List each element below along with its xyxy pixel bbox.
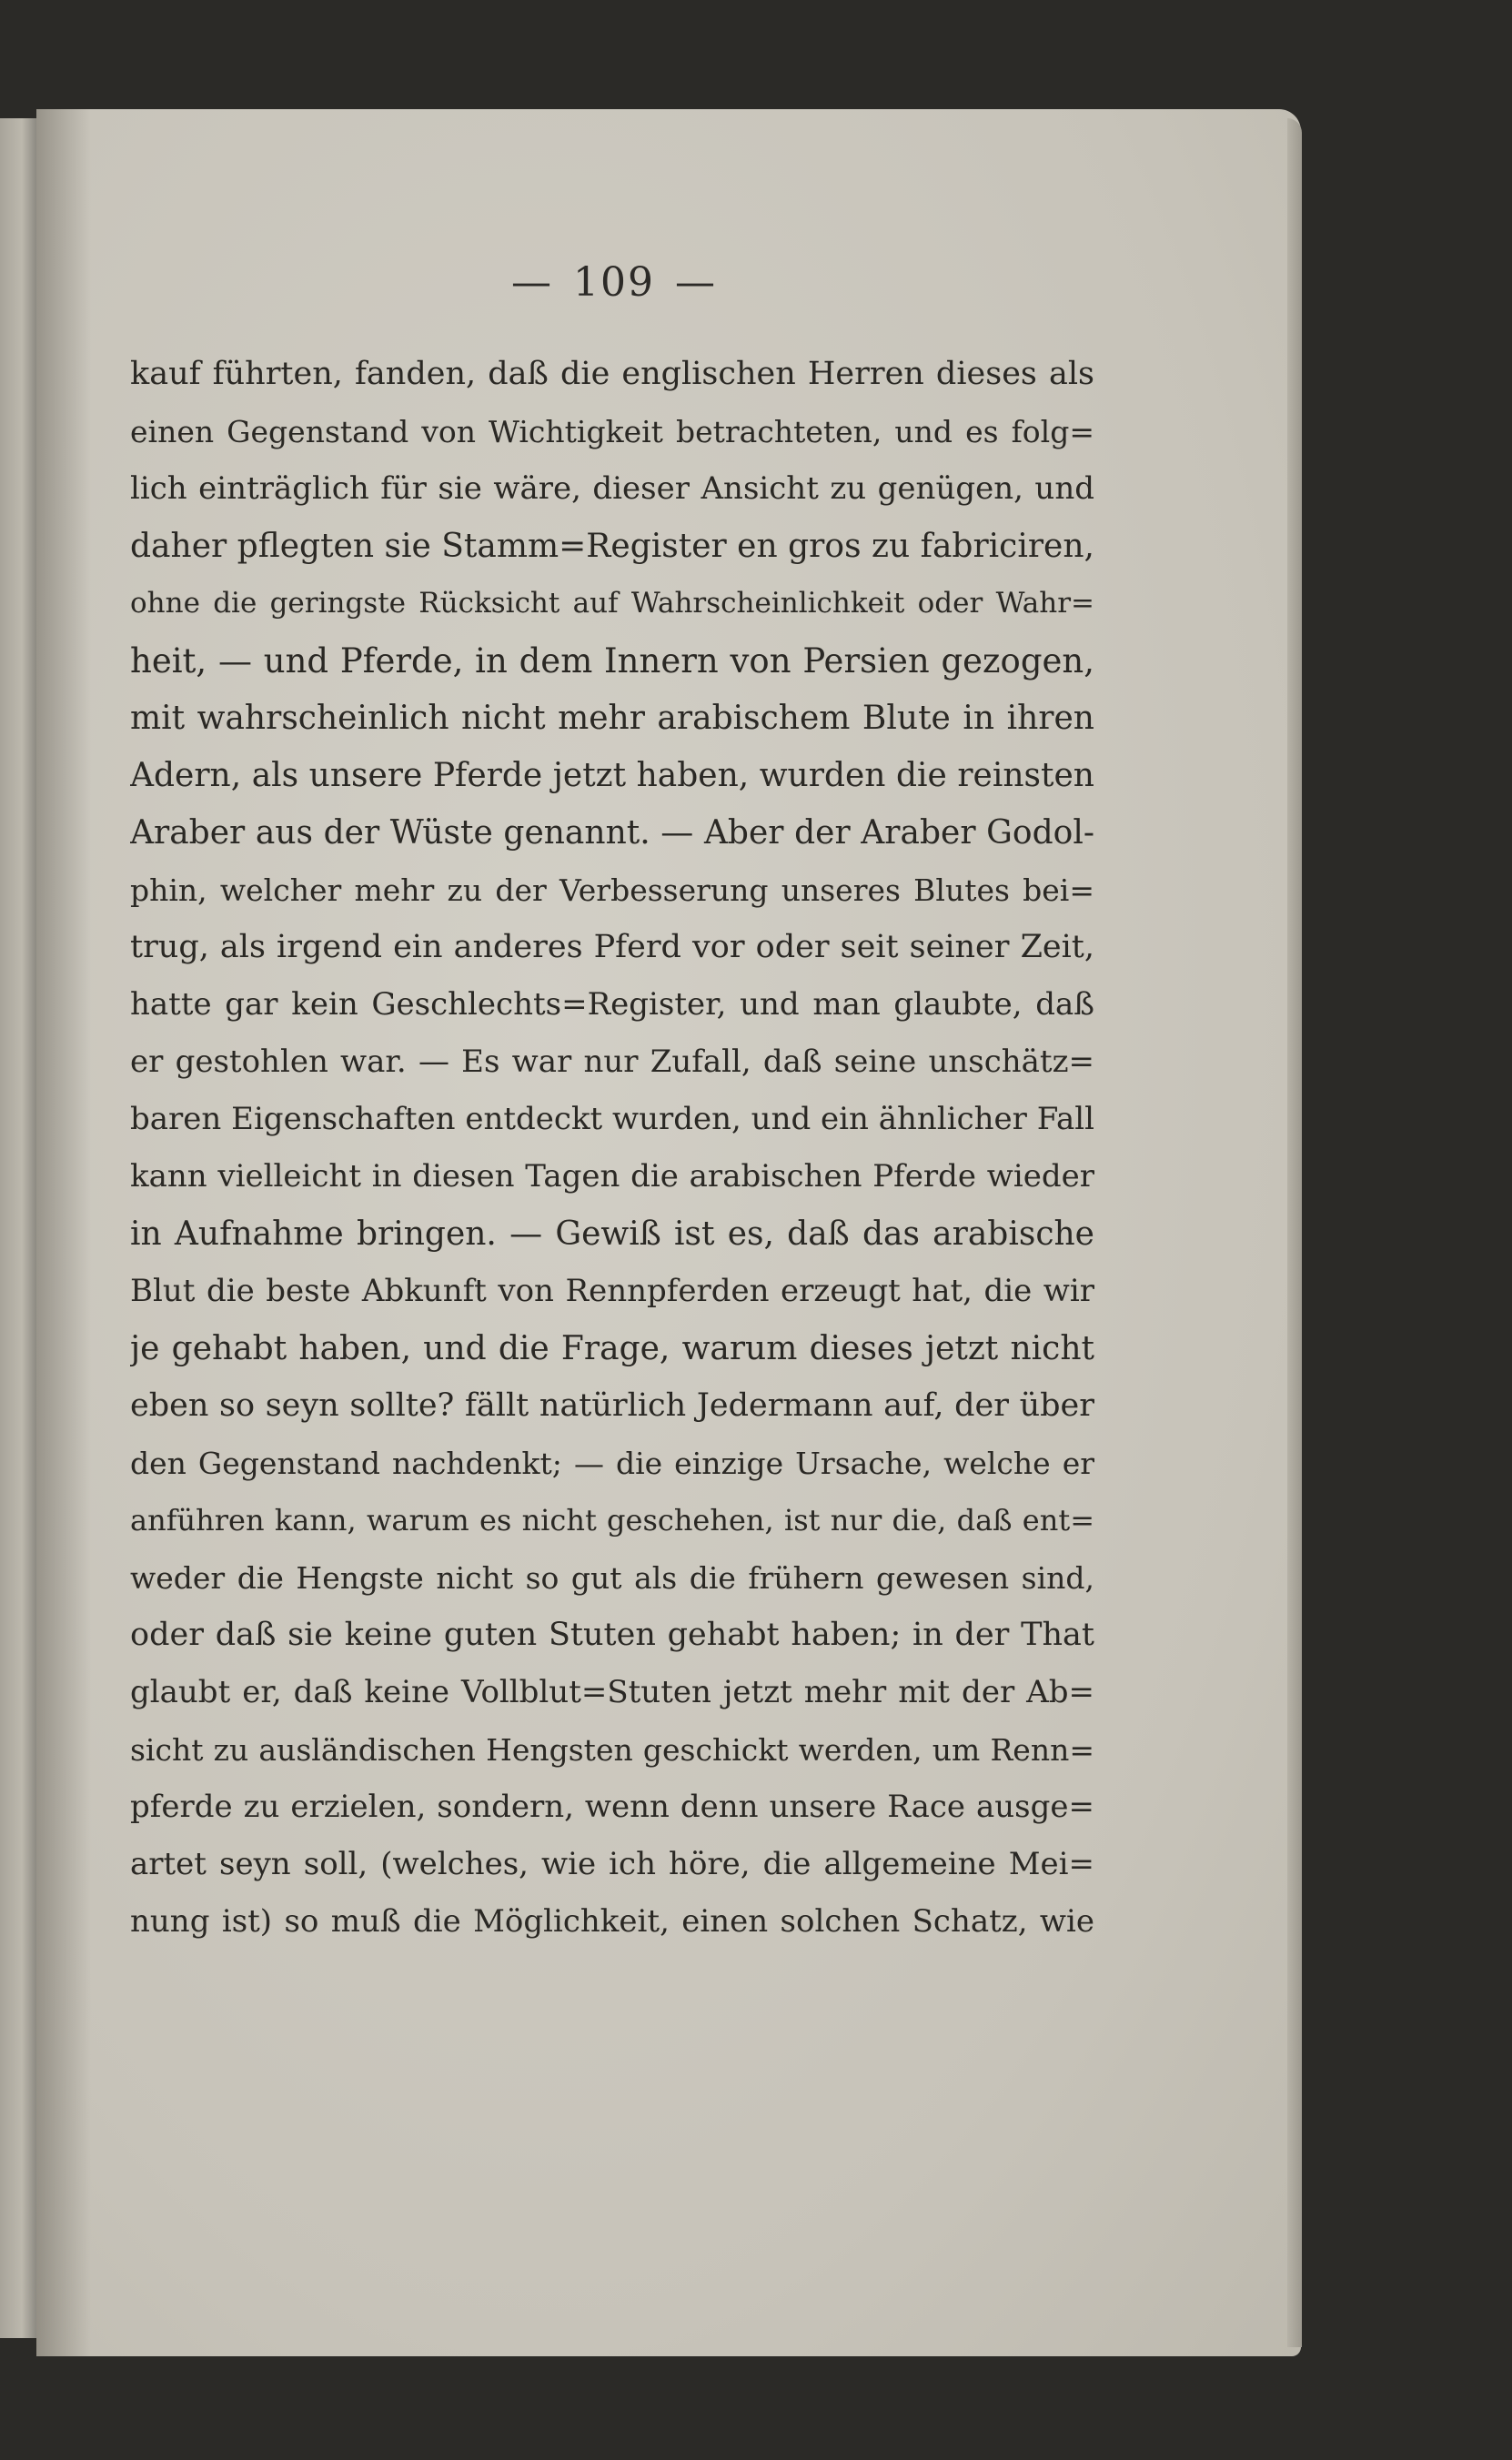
text-line: mit wahrscheinlich nicht mehr arabischem Blute in ihren xyxy=(130,700,1094,737)
header-dash-left: — xyxy=(511,259,553,306)
text-line: ohne die geringste Rücksicht auf Wahrscheinlichkeit oder Wahr= xyxy=(130,587,1094,620)
text-line: lich einträglich für sie wäre, dieser Ansicht zu genügen, und xyxy=(130,470,1094,507)
text-line: Blut die beste Abkunft von Rennpferden erzeugt hat, die wir xyxy=(130,1273,1094,1309)
page-header xyxy=(455,259,773,323)
text-line: heit, — und Pferde, in dem Innern von Persien gezogen, xyxy=(130,641,1094,681)
header-dash-right: — xyxy=(674,259,717,306)
text-line: Araber aus der Wüste genannt. — Aber der Araber Godol- xyxy=(130,814,1094,852)
text-line: eben so seyn sollte? fällt natürlich Jedermann auf, der über xyxy=(130,1387,1094,1424)
text-line: je gehabt haben, und die Frage, warum dieses jetzt nicht xyxy=(130,1330,1094,1367)
text-line: phin, welcher mehr zu der Verbesserung unseres Blutes bei= xyxy=(130,872,1094,908)
text-line: pferde zu erzielen, sondern, wenn denn unsere Race ausge= xyxy=(130,1789,1094,1825)
text-line: er gestohlen war. — Es war nur Zufall, daß seine unschätz= xyxy=(130,1043,1094,1080)
text-line: artet seyn soll, (welches, wie ich höre, die allgemeine Mei= xyxy=(130,1846,1094,1882)
text-line: trug, als irgend ein anderes Pferd vor oder seit seiner Zeit, xyxy=(130,929,1094,965)
text-line: weder die Hengste nicht so gut als die frühern gewesen sind, xyxy=(130,1560,1094,1596)
text-line: kauf führten, fanden, daß die englischen Herren dieses als xyxy=(130,356,1094,392)
text-line: einen Gegenstand von Wichtigkeit betrachteten, und es folg= xyxy=(130,414,1094,449)
text-line: Adern, als unsere Pferde jetzt haben, wurden die reinsten xyxy=(130,757,1094,794)
page-gutter-shadow xyxy=(36,109,91,2356)
text-line: glaubt er, daß keine Vollblut=Stuten jetzt mehr mit der Ab= xyxy=(130,1674,1094,1710)
text-line: den Gegenstand nachdenkt; — die einzige Ursache, welche er xyxy=(130,1446,1094,1481)
body-text xyxy=(130,346,1094,1951)
page-edge xyxy=(1287,118,1302,2347)
page-number: 109 xyxy=(573,259,655,306)
text-line: sicht zu ausländischen Hengsten geschickt werden, um Renn= xyxy=(130,1732,1094,1768)
text-line: kann vielleicht in diesen Tagen die arabischen Pferde wieder xyxy=(130,1158,1094,1195)
text-line: anführen kann, warum es nicht geschehen, ist nur die, daß ent= xyxy=(130,1503,1094,1538)
text-line: nung ist) so muß die Möglichkeit, einen solchen Schatz, wie xyxy=(130,1903,1094,1940)
text-line: oder daß sie keine guten Stuten gehabt haben; in der That xyxy=(130,1617,1094,1653)
text-line: in Aufnahme bringen. — Gewiß ist es, daß das arabische xyxy=(130,1215,1094,1253)
text-line: daher pflegten sie Stamm=Register en gros zu fabriciren, xyxy=(130,528,1094,565)
text-line: hatte gar kein Geschlechts=Register, und man glaubte, daß xyxy=(130,986,1094,1023)
left-page-edge xyxy=(0,118,36,2338)
text-line: baren Eigenschaften entdeckt wurden, und ein ähnlicher Fall xyxy=(130,1101,1094,1137)
